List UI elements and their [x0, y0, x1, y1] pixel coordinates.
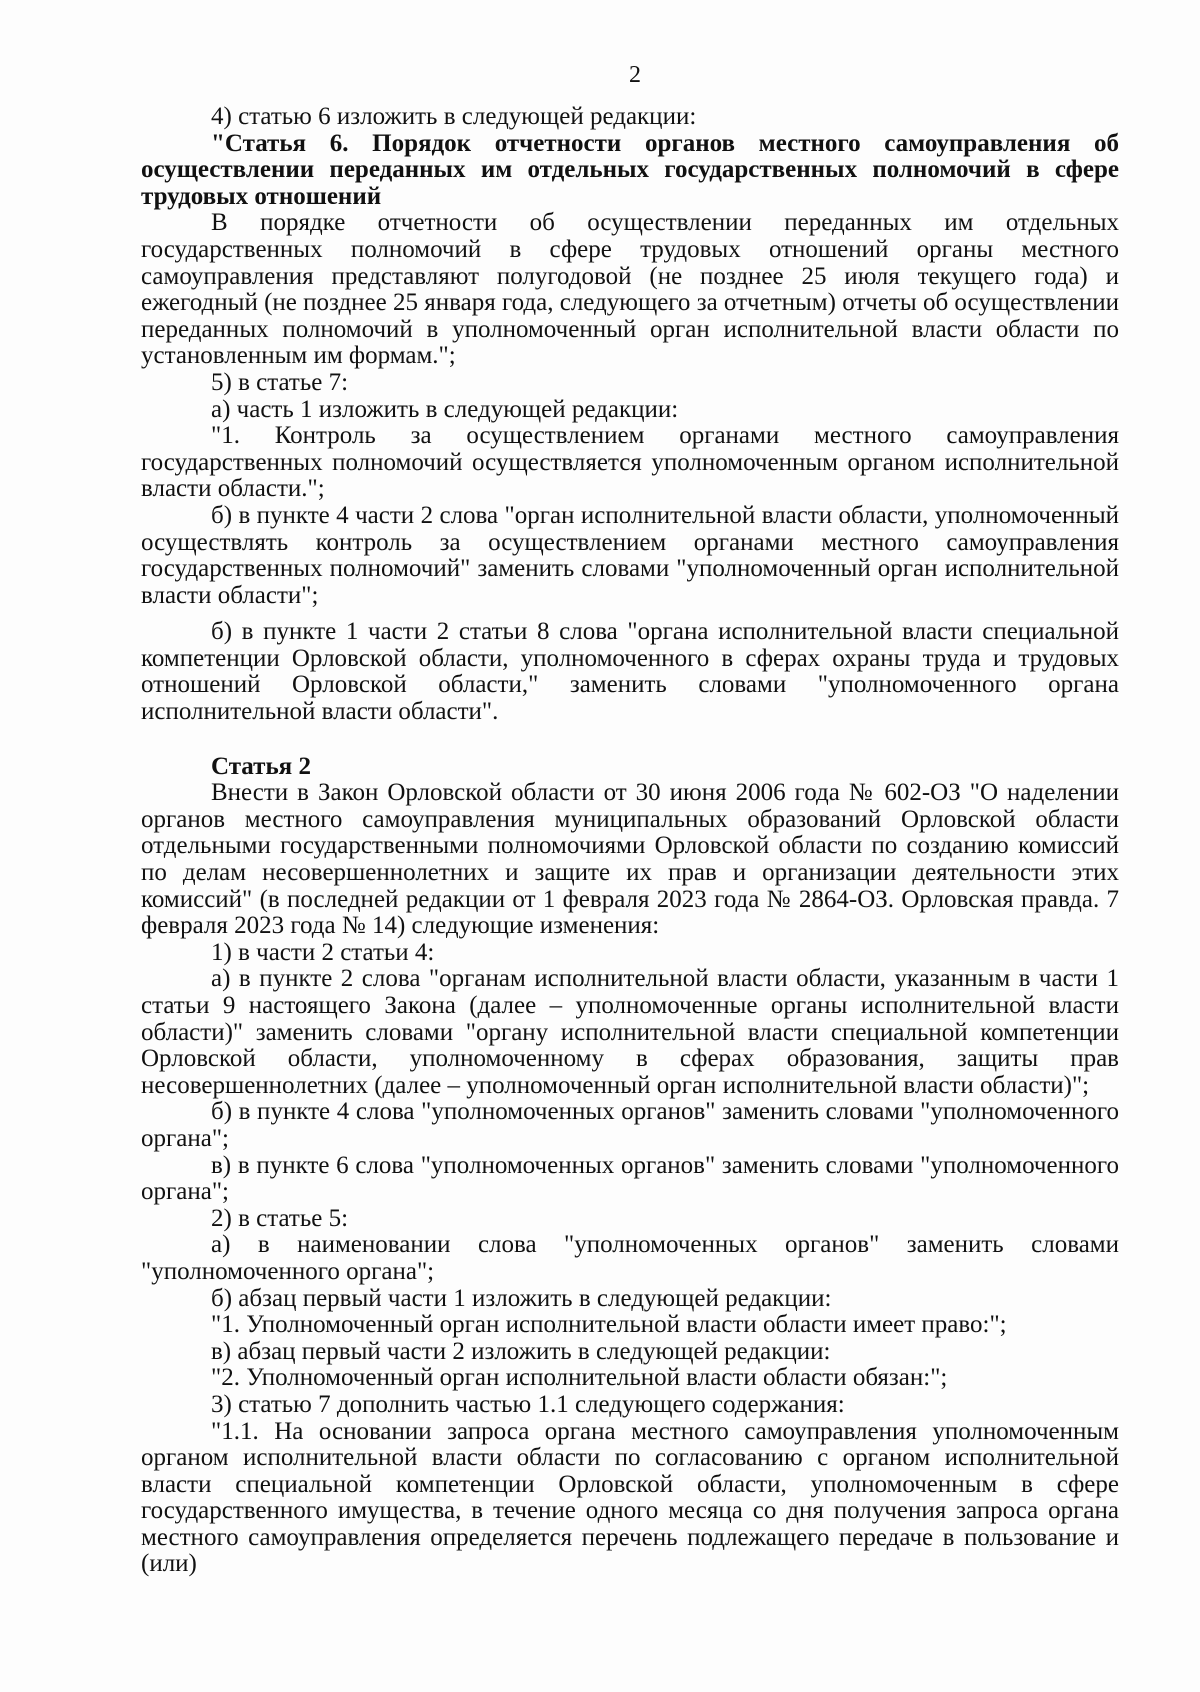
paragraph-law-amendment: Внести в Закон Орловской области от 30 июня 2006 года № 602-ОЗ "О наделении органов местного самоуправления муниципальных образований Орловской области отдельными государственными полномочиями Орловской области по созданию комиссий по делам несовершеннолетних и защите их прав и организации деятельности этих комиссий" (в последней редакции от 1 февраля 2023 года № 2864-ОЗ. Орловская правда. 7 февраля 2023 года № 14) следующие изменения:	[141, 779, 1119, 940]
paragraph-2-article-5: 2) в статье 5:	[211, 1204, 349, 1232]
paragraph-4-intro: 4) статью 6 изложить в следующей редакции:	[211, 103, 697, 130]
paragraph-v-point-6-words: в) в пункте 6 слова "уполномоченных органов" заменить словами "уполномоченного органа";	[141, 1151, 1119, 1206]
paragraph-b-point-4-words: б) в пункте 4 слова "уполномоченных органов" заменить словами "уполномоченного органа";	[141, 1098, 1119, 1152]
paragraph-authority-obligations: "2. Уполномоченный орган исполнительной власти области обязан:";	[211, 1364, 948, 1392]
paragraph-1-1-text: "1.1. На основании запроса органа местного самоуправления уполномоченным органом исполнительной власти области по согласованию с органом исполнительной власти специальной компетенции Орловской области, уполномоченным в сфере государственного имущества, в течение одного месяца со дня получения запроса органа местного самоуправления определяется перечень подлежащего передаче в пользование и (или)	[141, 1417, 1119, 1578]
article-2-heading: Статья 2	[211, 752, 311, 780]
paragraph-5-article-7: 5) в статье 7:	[211, 368, 349, 396]
paragraph-b-point-1-article-8: б) в пункте 1 части 2 статьи 8 слова "органа исполнительной власти специальной компетенции Орловской области, уполномоченного в сферах охраны труда и трудовых отношений Орловской области," заменить словами "уполномоченного органа исполнительной власти области".	[141, 618, 1119, 726]
paragraph-control-text: "1. Контроль за осуществлением органами местного самоуправления государственных полномочий осуществляется уполномоченным органом исполнительной власти области.";	[141, 422, 1119, 503]
paragraph-b-point-4: б) в пункте 4 части 2 слова "орган исполнительной власти области, уполномоченный осуществлять контроль за осуществлением органами местного самоуправления государственных полномочий" заменить словами "уполномоченный орган исполнительной власти области";	[141, 501, 1119, 609]
paragraph-a-point-2: а) в пункте 2 слова "органам исполнительной власти области, указанным в части 1 статьи 9 настоящего Закона (далее – уполномоченные органы исполнительной власти области)" заменить словами "органу исполнительной власти специальной компетенции Орловской области, уполномоченному в сферах образования, защиты прав несовершеннолетних (далее – уполномоченный орган исполнительной власти области)";	[141, 965, 1119, 1099]
paragraph-authority-rights: "1. Уполномоченный орган исполнительной власти области имеет право:";	[211, 1311, 1007, 1339]
article-6-heading: "Статья 6. Порядок отчетности органов местного самоуправления об осуществлении переданных им отдельных государственных полномочий в сфере трудовых отношений	[141, 129, 1119, 210]
paragraph-v-first-part-2: в) абзац первый части 2 изложить в следующей редакции:	[211, 1337, 831, 1365]
paragraph-3-article-7: 3) статью 7 дополнить частью 1.1 следующего содержания:	[211, 1390, 845, 1418]
paragraph-a-part-1: а) часть 1 изложить в следующей редакции:	[211, 395, 679, 423]
paragraph-reporting-order: В порядке отчетности об осуществлении переданных им отдельных государственных полномочий в сфере трудовых отношений органы местного самоуправления представляют полугодовой (не позднее 25 июля текущего года) и ежегодный (не позднее 25 января года, следующего за отчетным) отчеты об осуществлении переданных полномочий в уполномоченный орган исполнительной власти области по установленным им формам.";	[141, 209, 1119, 370]
document-body	[141, 104, 1119, 1578]
paragraph-a-title-words: а) в наименовании слова "уполномоченных органов" заменить словами "уполномоченного органа";	[141, 1231, 1119, 1285]
page-number: 2	[629, 62, 641, 88]
paragraph-1-article-4: 1) в части 2 статьи 4:	[211, 938, 435, 966]
paragraph-b-first-part-1: б) абзац первый части 1 изложить в следующей редакции:	[211, 1284, 832, 1312]
